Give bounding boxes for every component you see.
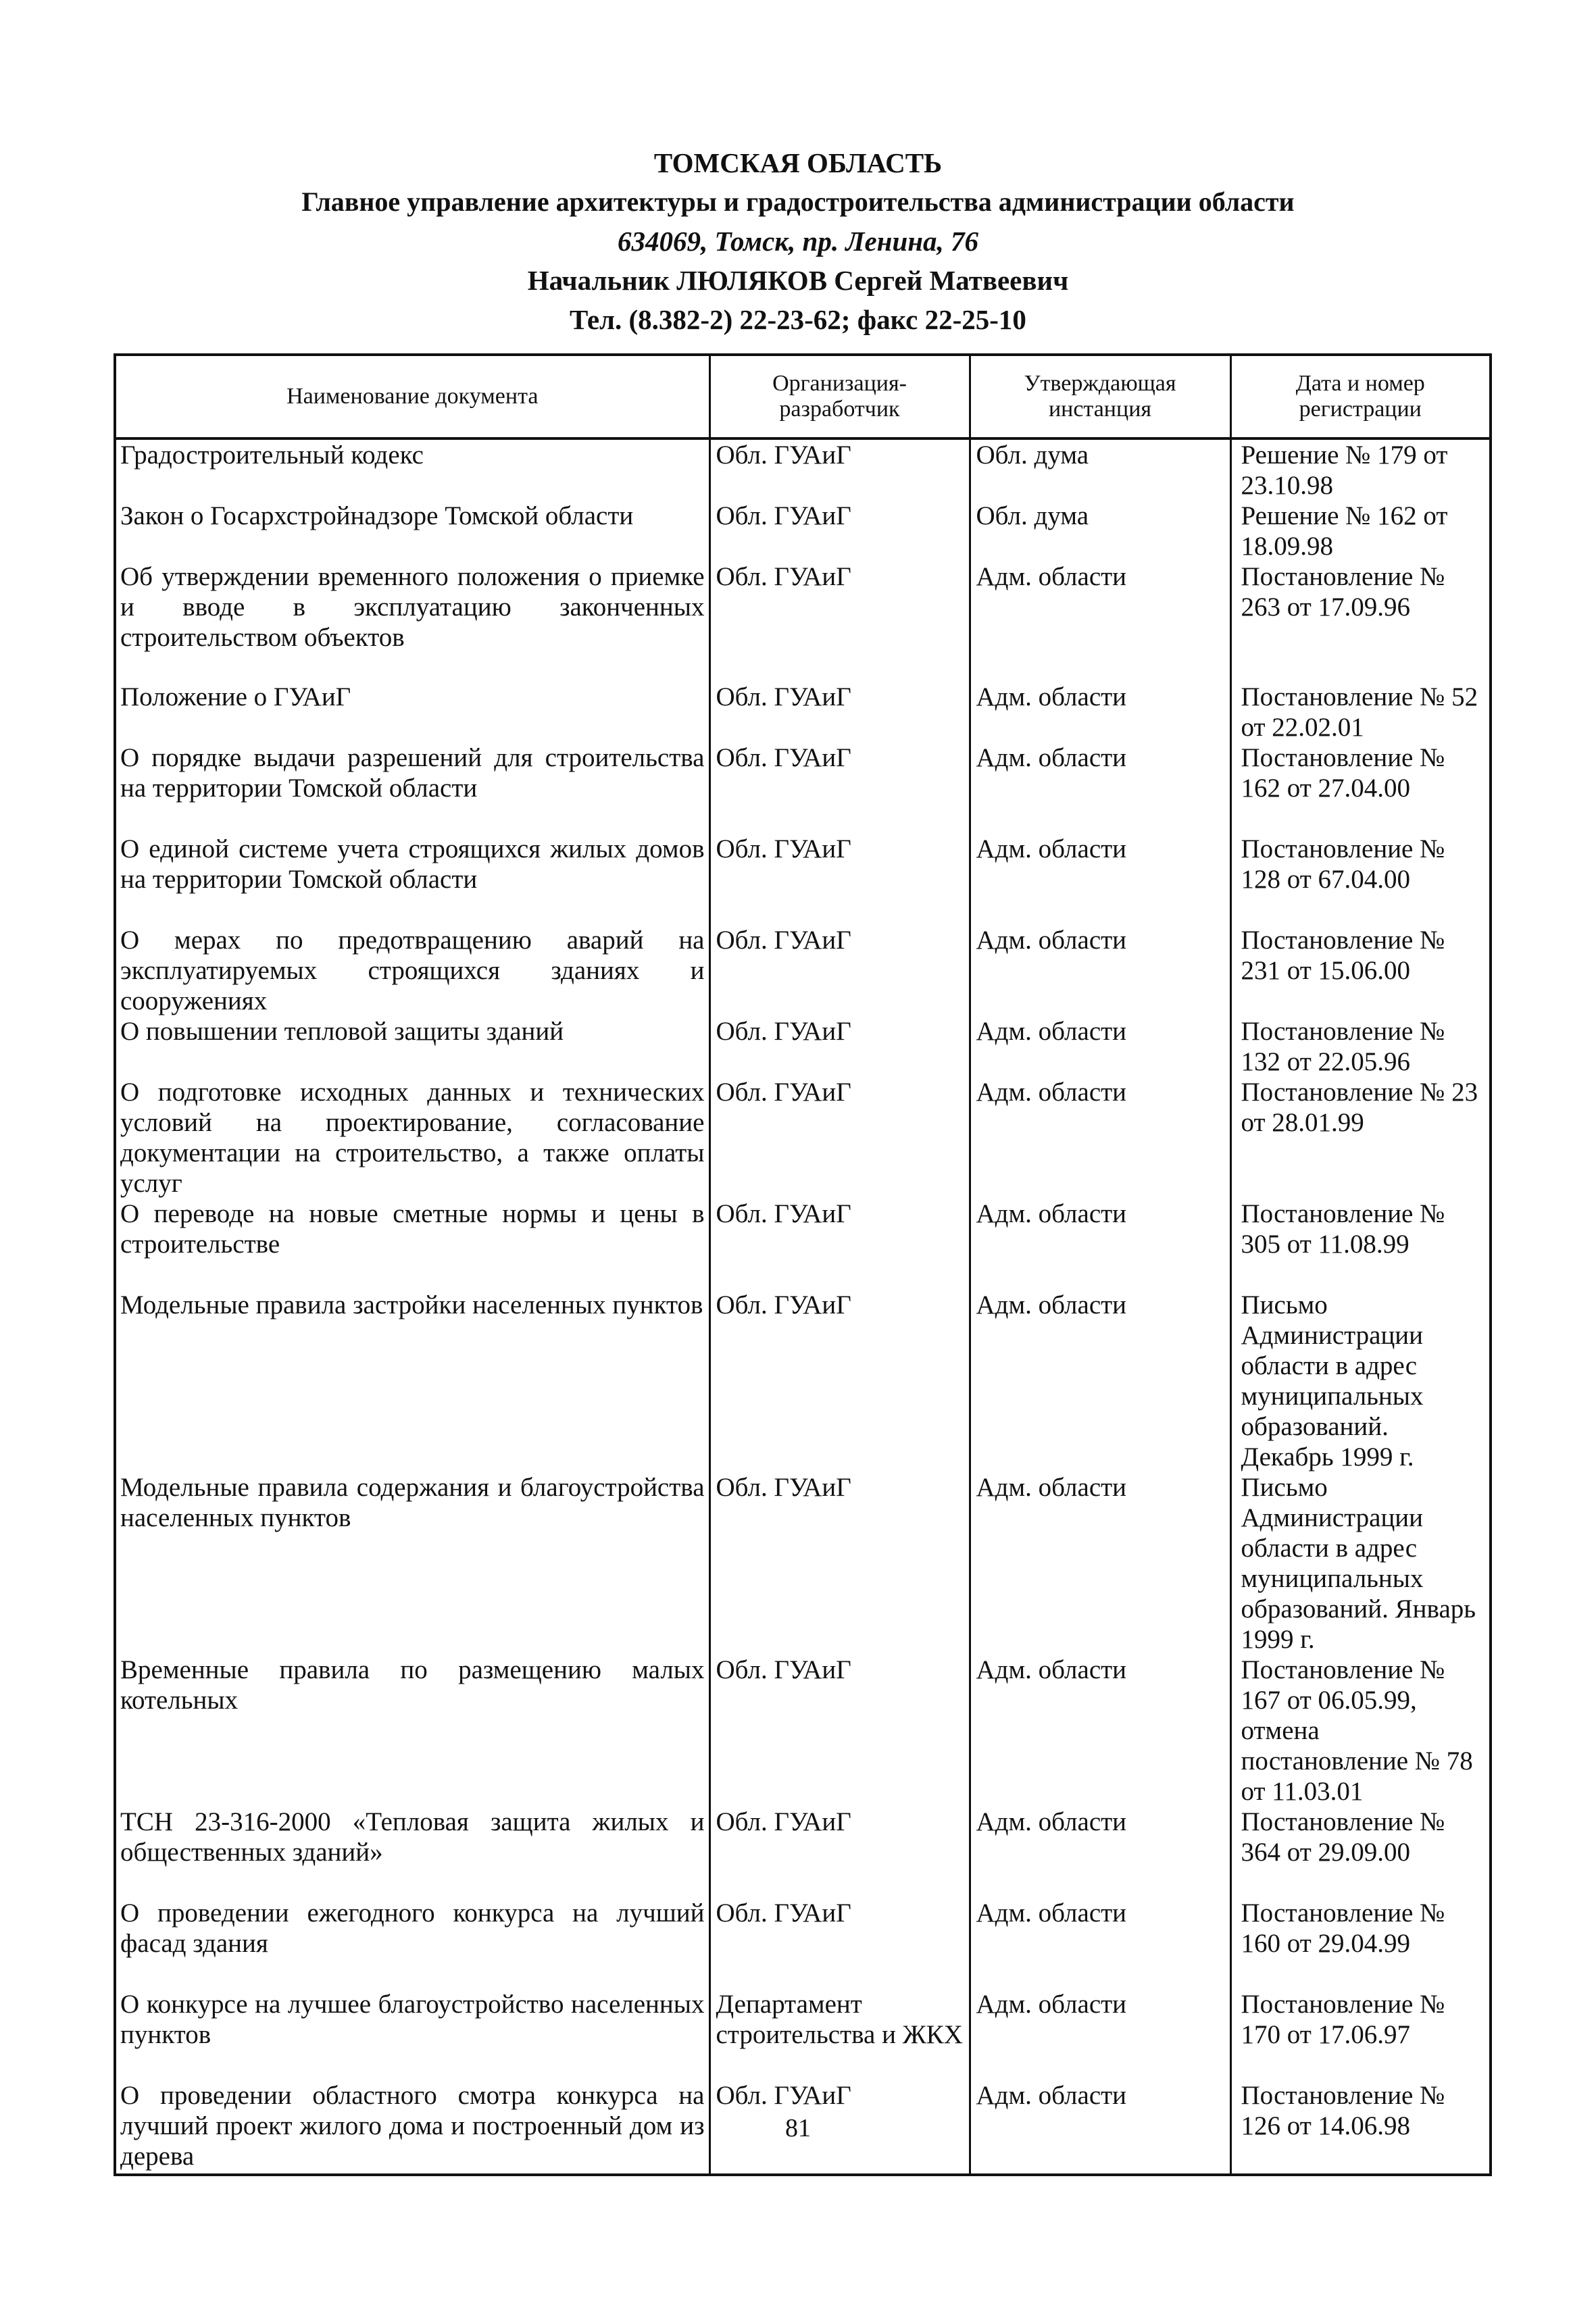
address: 634069, Томск, пр. Ленина, 76: [617, 226, 979, 257]
cell-document-name: Модельные правила содержания и благоустройства населенных пунктов: [115, 1472, 709, 1655]
cell-document-name: ТСН 23-316-2000 «Тепловая защита жилых и общественных зданий»: [115, 1807, 709, 1898]
cell-registration: Письмо Администрации области в адрес муниципальных образований. Декабрь 1999 г.: [1230, 1290, 1491, 1472]
table-row: [115, 1077, 1491, 1199]
table-row: [115, 1290, 1491, 1472]
cell-approving-authority: Адм. области: [970, 1199, 1230, 1290]
cell-developer-org: Обл. ГУАиГ: [709, 438, 970, 501]
table-body: [115, 438, 1491, 2175]
cell-approving-authority: Адм. области: [970, 561, 1230, 682]
cell-document-name: Закон о Госархстройнадзоре Томской области: [115, 501, 709, 561]
cell-registration: Постановление № 162 от 27.04.00: [1230, 743, 1491, 834]
cell-document-name: О переводе на новые сметные нормы и цены в строительстве: [115, 1199, 709, 1290]
column-header-name: Наименование документа: [115, 355, 709, 438]
region-title: ТОМСКАЯ ОБЛАСТЬ: [653, 147, 943, 178]
cell-registration: Постановление № 305 от 11.08.99: [1230, 1199, 1491, 1290]
cell-developer-org: Обл. ГУАиГ: [709, 1807, 970, 1898]
table-row: [115, 682, 1491, 743]
cell-developer-org: Обл. ГУАиГ: [709, 501, 970, 561]
cell-developer-org: Обл. ГУАиГ: [709, 1199, 970, 1290]
column-header-org: Организация-разработчик: [709, 355, 970, 438]
cell-document-name: Временные правила по размещению малых котельных: [115, 1655, 709, 1807]
cell-approving-authority: Адм. области: [970, 834, 1230, 925]
table-row: [115, 1898, 1491, 1989]
cell-document-name: О единой системе учета строящихся жилых домов на территории Томской области: [115, 834, 709, 925]
department-title: Главное управление архитектуры и градостроительства администрации области: [301, 186, 1295, 217]
table-row: [115, 1989, 1491, 2080]
cell-approving-authority: Адм. области: [970, 2080, 1230, 2175]
cell-approving-authority: Обл. дума: [970, 438, 1230, 501]
table-row: [115, 1016, 1491, 1077]
cell-registration: Постановление № 263 от 17.09.96: [1230, 561, 1491, 682]
cell-document-name: О повышении тепловой защиты зданий: [115, 1016, 709, 1077]
table-header-row: [115, 355, 1491, 438]
cell-developer-org: Обл. ГУАиГ: [709, 561, 970, 682]
table-row: [115, 1655, 1491, 1807]
cell-document-name: О проведении ежегодного конкурса на лучший фасад здания: [115, 1898, 709, 1989]
page-number: 81: [785, 2114, 811, 2142]
cell-registration: Постановление № 126 от 14.06.98: [1230, 2080, 1491, 2175]
cell-document-name: Модельные правила застройки населенных пунктов: [115, 1290, 709, 1472]
cell-developer-org: Обл. ГУАиГ: [709, 1016, 970, 1077]
cell-developer-org: Департамент строительства и ЖКХ: [709, 1989, 970, 2080]
column-header-date: Дата и номер регистрации: [1230, 355, 1491, 438]
cell-developer-org: Обл. ГУАиГ: [709, 1290, 970, 1472]
cell-registration: Постановление № 23 от 28.01.99: [1230, 1077, 1491, 1199]
cell-document-name: О конкурсе на лучшее благоустройство населенных пунктов: [115, 1989, 709, 2080]
cell-approving-authority: Адм. области: [970, 1077, 1230, 1199]
chief-name: Начальник ЛЮЛЯКОВ Сергей Матвеевич: [527, 265, 1069, 296]
cell-document-name: О мерах по предотвращению аварий на эксплуатируемых строящихся зданиях и сооружениях: [115, 925, 709, 1016]
cell-registration: Постановление № 52 от 22.02.01: [1230, 682, 1491, 743]
document-header: [0, 143, 1596, 339]
table-row: [115, 1472, 1491, 1655]
cell-developer-org: Обл. ГУАиГ: [709, 925, 970, 1016]
table-row: [115, 561, 1491, 682]
cell-approving-authority: Адм. области: [970, 1807, 1230, 1898]
cell-approving-authority: Адм. области: [970, 1989, 1230, 2080]
cell-developer-org: Обл. ГУАиГ: [709, 834, 970, 925]
cell-registration: Постановление № 160 от 29.04.99: [1230, 1898, 1491, 1989]
cell-developer-org: Обл. ГУАиГ: [709, 2080, 970, 2175]
cell-approving-authority: Адм. области: [970, 1655, 1230, 1807]
table-row: [115, 834, 1491, 925]
table-row: [115, 1807, 1491, 1898]
cell-document-name: Положение о ГУАиГ: [115, 682, 709, 743]
cell-registration: Постановление № 231 от 15.06.00: [1230, 925, 1491, 1016]
cell-developer-org: Обл. ГУАиГ: [709, 1655, 970, 1807]
cell-registration: Постановление № 132 от 22.05.96: [1230, 1016, 1491, 1077]
cell-developer-org: Обл. ГУАиГ: [709, 1898, 970, 1989]
cell-approving-authority: Адм. области: [970, 1290, 1230, 1472]
cell-developer-org: Обл. ГУАиГ: [709, 1472, 970, 1655]
table-row: [115, 925, 1491, 1016]
cell-developer-org: Обл. ГУАиГ: [709, 743, 970, 834]
cell-registration: Решение № 179 от 23.10.98: [1230, 438, 1491, 501]
cell-approving-authority: Адм. области: [970, 1472, 1230, 1655]
cell-document-name: О порядке выдачи разрешений для строительства на территории Томской области: [115, 743, 709, 834]
cell-document-name: Градостроительный кодекс: [115, 438, 709, 501]
cell-approving-authority: Адм. области: [970, 682, 1230, 743]
column-header-authority: Утверждающая инстанция: [970, 355, 1230, 438]
table-row: [115, 743, 1491, 834]
documents-table: [114, 353, 1492, 2176]
cell-approving-authority: Адм. области: [970, 1898, 1230, 1989]
cell-registration: Постановление № 128 от 67.04.00: [1230, 834, 1491, 925]
table-row: [115, 1199, 1491, 1290]
contacts: Тел. (8.382-2) 22-23-62; факс 22-25-10: [570, 304, 1026, 335]
cell-registration: Решение № 162 от 18.09.98: [1230, 501, 1491, 561]
cell-registration: Постановление № 170 от 17.06.97: [1230, 1989, 1491, 2080]
cell-approving-authority: Обл. дума: [970, 501, 1230, 561]
cell-registration: Постановление № 167 от 06.05.99, отмена постановление № 78 от 11.03.01: [1230, 1655, 1491, 1807]
table-row: [115, 438, 1491, 501]
cell-approving-authority: Адм. области: [970, 1016, 1230, 1077]
cell-document-name: О проведении областного смотра конкурса на лучший проект жилого дома и построенный дом из дерева: [115, 2080, 709, 2175]
cell-registration: Постановление № 364 от 29.09.00: [1230, 1807, 1491, 1898]
cell-document-name: Об утверждении временного положения о приемке и вводе в эксплуатацию законченных строительством объектов: [115, 561, 709, 682]
cell-developer-org: Обл. ГУАиГ: [709, 682, 970, 743]
cell-approving-authority: Адм. области: [970, 743, 1230, 834]
cell-developer-org: Обл. ГУАиГ: [709, 1077, 970, 1199]
table-row: [115, 501, 1491, 561]
cell-registration: Письмо Администрации области в адрес муниципальных образований. Январь 1999 г.: [1230, 1472, 1491, 1655]
cell-document-name: О подготовке исходных данных и технических условий на проектирование, согласование документации на строительство, а также оплаты услуг: [115, 1077, 709, 1199]
cell-approving-authority: Адм. области: [970, 925, 1230, 1016]
